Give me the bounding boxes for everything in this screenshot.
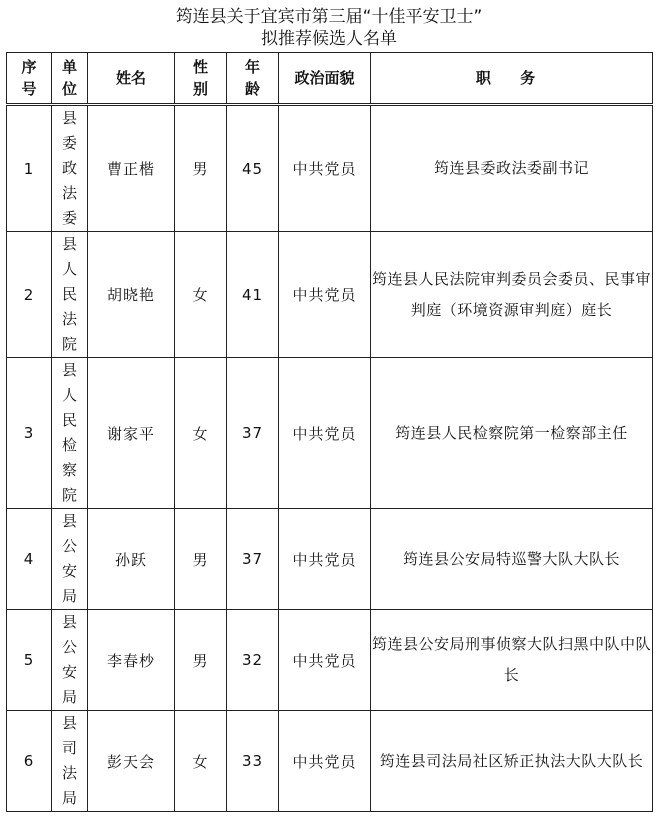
header-name: 姓名 [88, 53, 175, 105]
cell-age: 41 [227, 232, 279, 358]
cell-name: 孙跃 [88, 509, 175, 610]
cell-name: 曹正楷 [88, 105, 175, 232]
cell-politics: 中共党员 [279, 711, 371, 812]
cell-index: 4 [7, 509, 52, 610]
cell-politics: 中共党员 [279, 105, 371, 232]
table-row [7, 358, 653, 509]
cell-unit: 县委政法委 [52, 105, 88, 232]
table-row [7, 509, 653, 610]
cell-unit: 县公安局 [52, 509, 88, 610]
cell-duty: 筠连县人民检察院第一检察部主任 [371, 358, 653, 509]
cell-duty: 筠连县公安局刑事侦察大队扫黑中队中队长 [371, 610, 653, 711]
header-politics: 政治面貌 [279, 53, 371, 105]
cell-gender: 男 [175, 610, 227, 711]
table-row [7, 711, 653, 812]
cell-age: 45 [227, 105, 279, 232]
cell-unit: 县人民法院 [52, 232, 88, 358]
cell-gender: 女 [175, 711, 227, 812]
cell-duty: 筠连县委政法委副书记 [371, 105, 653, 232]
title-line-2: 拟推荐候选人名单 [261, 29, 397, 49]
cell-unit: 县人民检察院 [52, 358, 88, 509]
cell-name: 胡晓艳 [88, 232, 175, 358]
candidate-table [6, 52, 653, 812]
cell-index: 3 [7, 358, 52, 509]
cell-duty: 筠连县公安局特巡警大队大队长 [371, 509, 653, 610]
header-age: 年龄 [227, 53, 279, 105]
cell-duty: 筠连县人民法院审判委员会委员、民事审判庭（环境资源审判庭）庭长 [371, 232, 653, 358]
header-duty: 职 务 [371, 53, 653, 105]
cell-index: 1 [7, 105, 52, 232]
cell-gender: 男 [175, 509, 227, 610]
table-header-row [7, 53, 653, 105]
cell-name: 李春杪 [88, 610, 175, 711]
cell-gender: 男 [175, 105, 227, 232]
cell-index: 6 [7, 711, 52, 812]
table-row [7, 105, 653, 232]
cell-age: 32 [227, 610, 279, 711]
cell-index: 5 [7, 610, 52, 711]
cell-unit: 县公安局 [52, 610, 88, 711]
cell-politics: 中共党员 [279, 610, 371, 711]
cell-politics: 中共党员 [279, 358, 371, 509]
cell-gender: 女 [175, 358, 227, 509]
cell-age: 37 [227, 509, 279, 610]
cell-gender: 女 [175, 232, 227, 358]
cell-politics: 中共党员 [279, 232, 371, 358]
cell-unit: 县司法局 [52, 711, 88, 812]
cell-age: 37 [227, 358, 279, 509]
cell-politics: 中共党员 [279, 509, 371, 610]
cell-duty: 筠连县司法局社区矫正执法大队大队长 [371, 711, 653, 812]
cell-name: 彭天会 [88, 711, 175, 812]
cell-age: 33 [227, 711, 279, 812]
table-row [7, 610, 653, 711]
cell-name: 谢家平 [88, 358, 175, 509]
document-title [0, 6, 658, 50]
title-line-1: 筠连县关于宜宾市第三届“十佳平安卫士” [175, 7, 483, 27]
header-index: 序号 [7, 53, 52, 105]
header-unit: 单位 [52, 53, 88, 105]
header-gender: 性别 [175, 53, 227, 105]
table-row [7, 232, 653, 358]
cell-index: 2 [7, 232, 52, 358]
